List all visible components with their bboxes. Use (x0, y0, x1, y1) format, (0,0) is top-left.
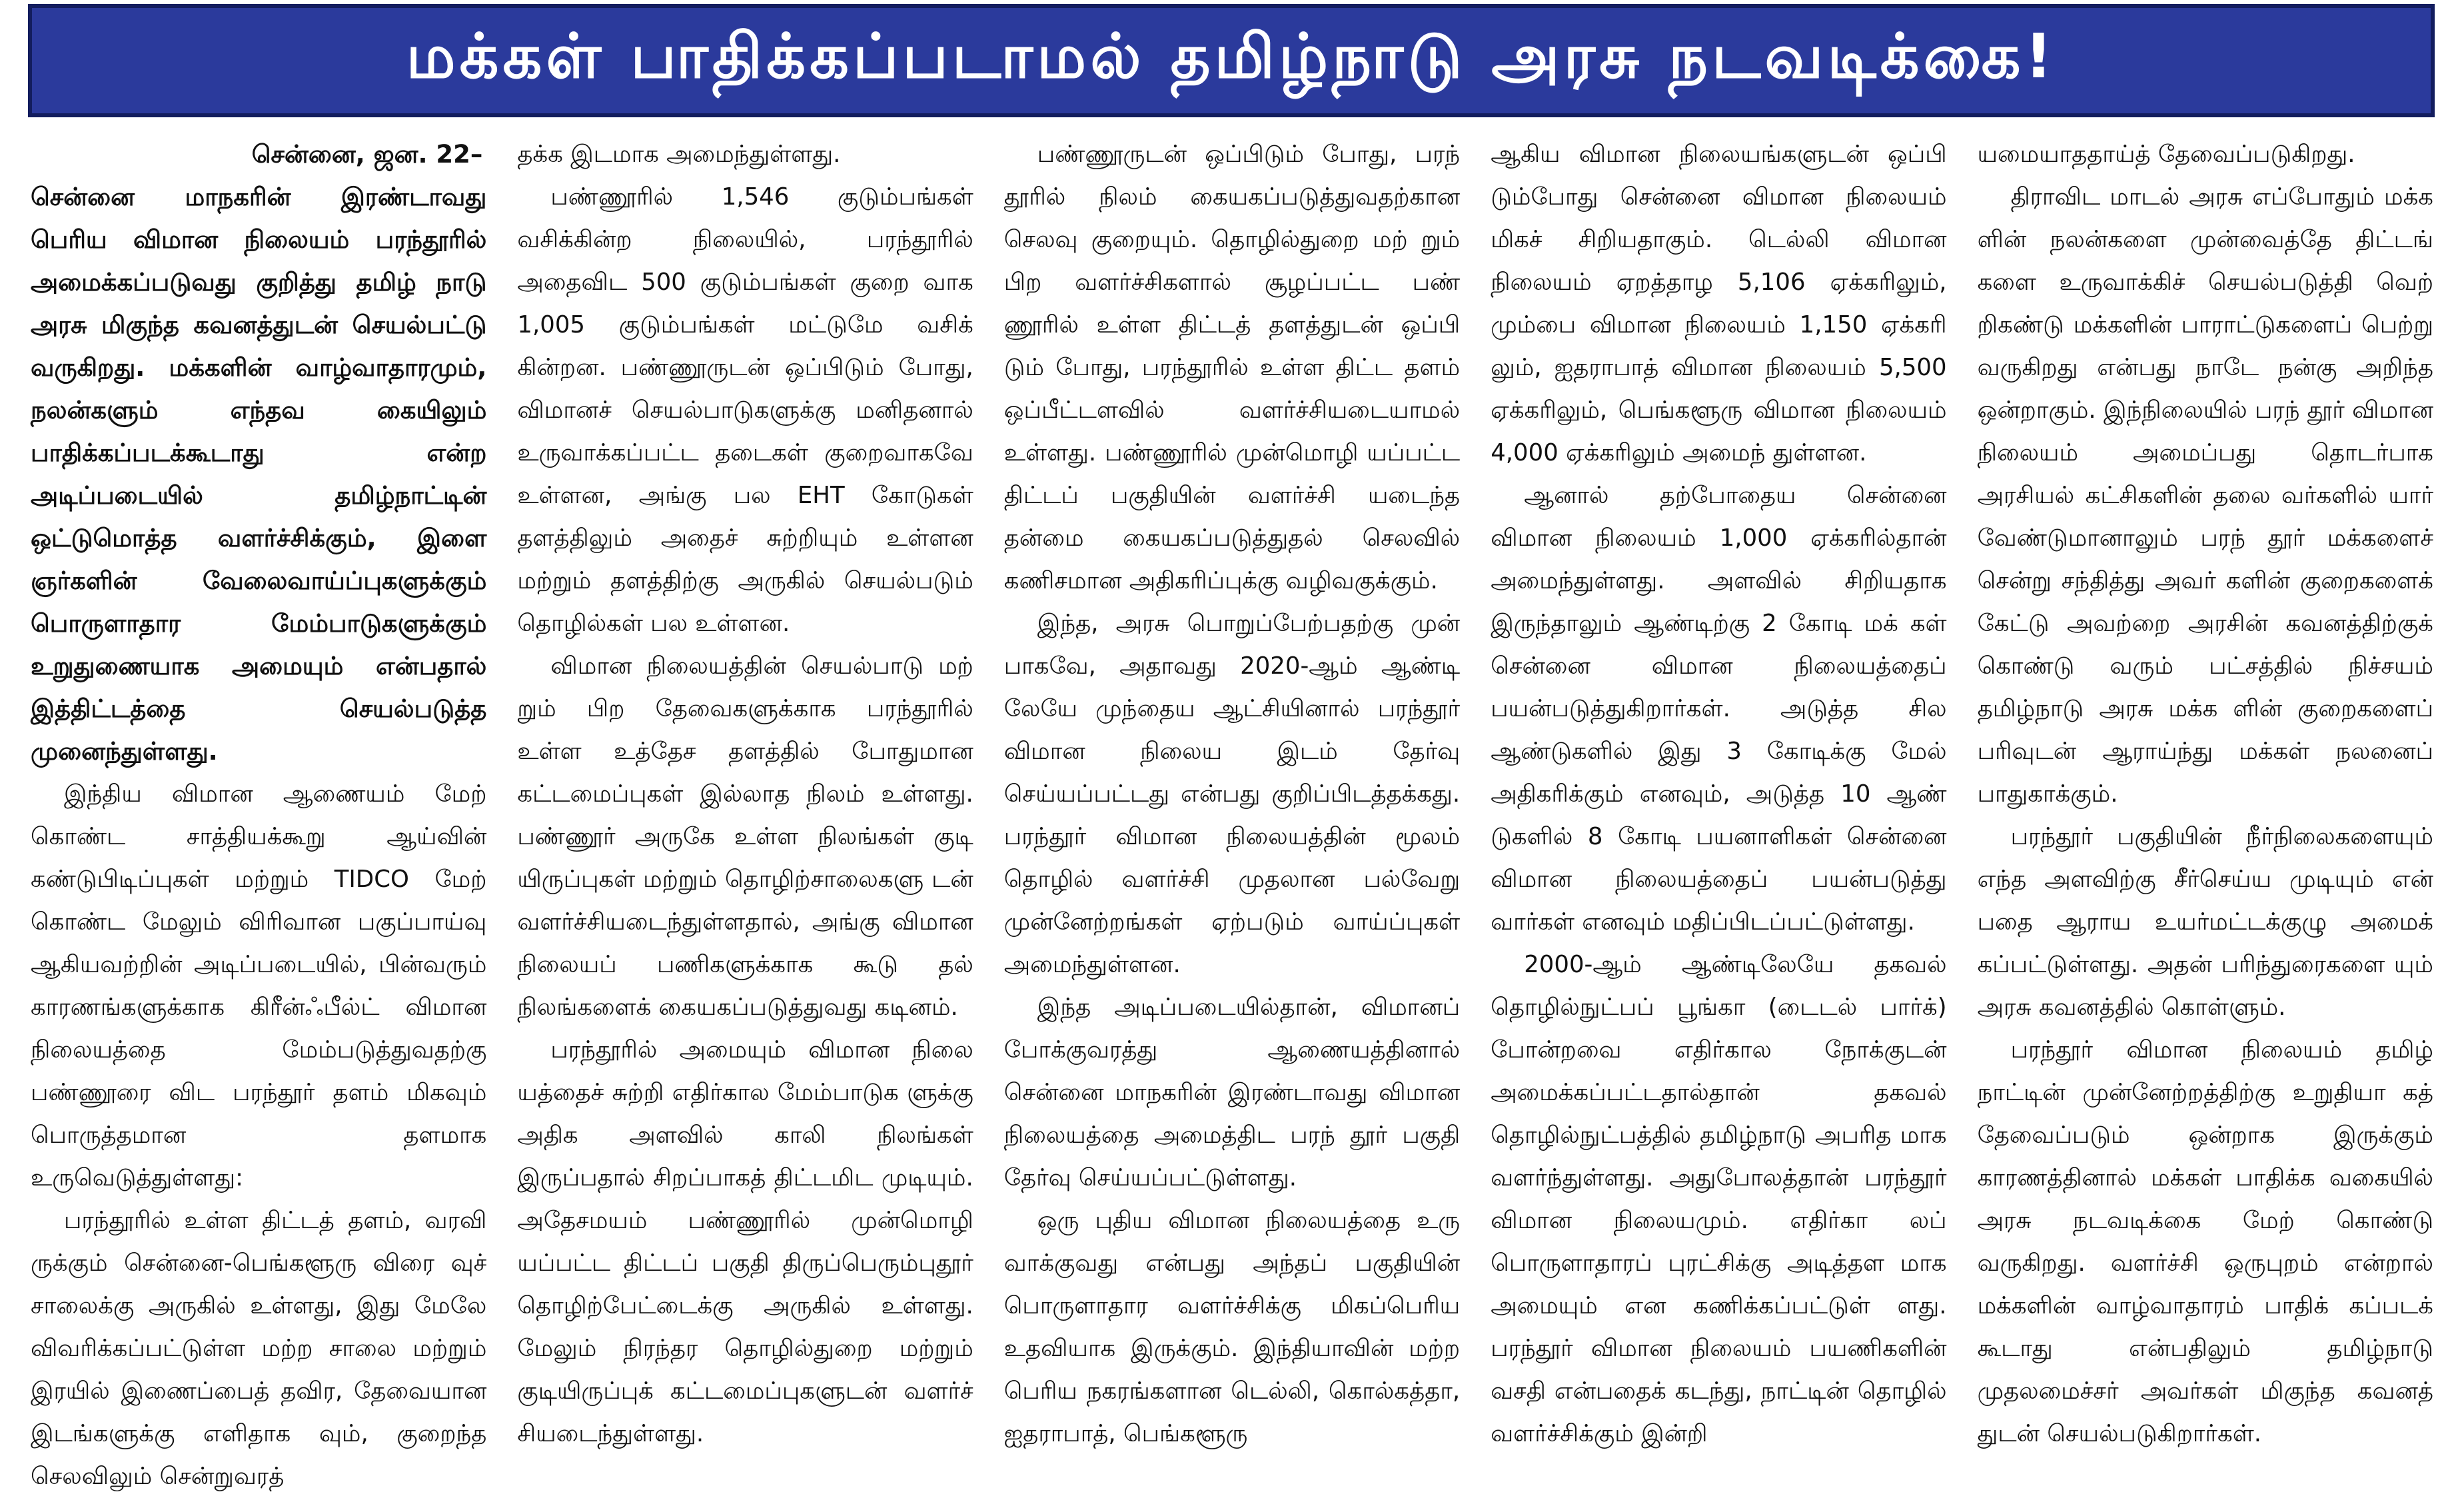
paragraph: ஒரு புதிய விமான நிலையத்தை உரு வாக்குவது என்பது அந்தப் பகுதியின் பொருளாதார வளர்ச்சிக்கு மிகப்பெரிய உதவியாக இருக்கும். இந்தியாவின் மற்ற பெரிய நகரங்களான டெல்லி, கொல்கத்தா, ஐதராபாத், பெங்களூரு (1003, 1207, 1461, 1447)
paragraph: இந்திய விமான ஆணையம் மேற் கொண்ட சாத்தியக்கூறு ஆய்வின் கண்டுபிடிப்புகள் மற்றும் TIDCO மேற் கொண்ட மேலும் விரிவான பகுப்பாய்வு ஆகியவற்றின் அடிப்படையில், பின்வரும் காரணங்களுக்காக கிரீன்ஃபீல்ட் விமான நிலையத்தை மேம்படுத்துவதற்கு பண்ணூரை விட பரந்தூர் தளம் மிகவும் பொருத்தமான தளமாக உருவெடுத்துள்ளது: (31, 780, 487, 1191)
column-5 (1978, 133, 2433, 1498)
column-4 (1491, 133, 1946, 1498)
paragraph: திராவிட மாடல் அரசு எப்போதும் மக்க ளின் நலன்களை முன்வைத்தே திட்டங் களை உருவாக்கிச் செயல்படுத்தி வெற் றிகண்டு மக்களின் பாராட்டுகளைப் பெற்று வருகிறது என்பது நாடே நன்கு அறிந்த ஒன்றாகும். இந்நிலையில் பரந் தூர் விமான நிலையம் அமைப்பது தொடர்பாக அரசியல் கட்சிகளின் தலை வர்களில் யார் வேண்டுமானாலும் பரந் தூர் மக்களைச் சென்று சந்தித்து அவர் களின் குறைகளைக் கேட்டு அவற்றை அரசின் கவனத்திற்குக் கொண்டு வரும் பட்சத்தில் நிச்சயம் தமிழ்நாடு அரசு மக்க ளின் குறைகளைப் பரிவுடன் ஆராய்ந்து மக்கள் நலனைப் பாதுகாக்கும். (1977, 183, 2433, 808)
column-1 (31, 133, 486, 1498)
column-3 (1004, 133, 1460, 1498)
paragraph: பரந்தூரில் அமையும் விமான நிலை யத்தைச் சுற்றி எதிர்கால மேம்பாடுக ளுக்கு அதிக அளவில் காலி நிலங்கள் இருப்பதால் சிறப்பாகத் திட்டமிட முடியும். அதேசமயம் பண்ணூரில் முன்மொழி யப்பட்ட திட்டப் பகுதி திருப்பெரும்புதூர் தொழிற்பேட்டைக்கு அருகில் உள்ளது. மேலும் நிரந்தர தொழில்துறை மற்றும் குடியிருப்புக் கட்டமைப்புகளுடன் வளர்ச் சியடைந்துள்ளது. (517, 1036, 973, 1447)
column-2 (517, 133, 973, 1498)
paragraph: தக்க இடமாக அமைந்துள்ளது. (517, 141, 841, 168)
paragraph: பரந்தூரில் உள்ள திட்டத் தளம், வரவி ருக்கும் சென்னை-பெங்களூரு விரை வுச் சாலைக்கு அருகில் உள்ளது, இது மேலே விவரிக்கப்பட்டுள்ள மற்ற சாலை மற்றும் இரயில் இணைப்பைத் தவிர, தேவையான இடங்களுக்கு எளிதாக வும், குறைந்த செலவிலும் சென்றுவரத் (31, 1207, 487, 1490)
paragraph: யமையாததாய்த் தேவைப்படுகிறது. (1977, 141, 2355, 168)
paragraph: ஆனால் தற்போதைய சென்னை விமான நிலையம் 1,000 ஏக்கரில்தான் அமைந்துள்ளது. அளவில் சிறியதாக இருந்தாலும் ஆண்டிற்கு 2 கோடி மக் கள் சென்னை விமான நிலையத்தைப் பயன்படுத்துகிறார்கள். அடுத்த சில ஆண்டுகளில் இது 3 கோடிக்கு மேல் அதிகரிக்கும் எனவும், அடுத்த 10 ஆண் டுகளில் 8 கோடி பயனாளிகள் சென்னை விமான நிலையத்தைப் பயன்படுத்து வார்கள் எனவும் மதிப்பிடப்பட்டுள்ளது. (1491, 482, 1947, 936)
paragraph: இந்த அடிப்படையில்தான், விமானப் போக்குவரத்து ஆணையத்தினால் சென்னை மாநகரின் இரண்டாவது விமான நிலையத்தை அமைத்திட பரந் தூர் பகுதி தேர்வு செய்யப்பட்டுள்ளது. (1003, 994, 1461, 1191)
paragraph: பரந்தூர் விமான நிலையம் தமிழ் நாட்டின் முன்னேற்றத்திற்கு உறுதியா கத் தேவைப்படும் ஒன்றாக இருக்கும் காரணத்தினால் மக்கள் பாதிக்க வகையில் அரசு நடவடிக்கை மேற் கொண்டு வருகிறது. வளர்ச்சி ஒருபுறம் என்றால் மக்களின் வாழ்வாதாரம் பாதிக் கப்படக் கூடாது என்பதிலும் தமிழ்நாடு முதலமைச்சர் அவர்கள் மிகுந்த கவனத் துடன் செயல்படுகிறார்கள். (1977, 1036, 2433, 1447)
paragraph: பண்ணூருடன் ஒப்பிடும் போது, பரந் தூரில் நிலம் கையகப்படுத்துவதற்கான செலவு குறையும். தொழில்துறை மற் றும் பிற வளர்ச்சிகளால் சூழப்பட்ட பண் ணூரில் உள்ள திட்டத் தளத்துடன் ஒப்பி டும் போது, பரந்தூரில் உள்ள திட்ட தளம் ஒப்பீட்டளவில் வளர்ச்சியடையாமல் உள்ளது. பண்ணூரில் முன்மொழி யப்பட்ட திட்டப் பகுதியின் வளர்ச்சி யடைந்த தன்மை கையகப்படுத்துதல் செலவில் கணிசமான அதிகரிப்புக்கு வழிவகுக்கும். (1003, 141, 1461, 594)
paragraph: பரந்தூர் பகுதியின் நீர்நிலைகளையும் எந்த அளவிற்கு சீர்செய்ய முடியும் என் பதை ஆராய உயர்மட்டக்குழு அமைக் கப்பட்டுள்ளது. அதன் பரிந்துரைகளை யும் அரசு கவனத்தில் கொள்ளும். (1977, 823, 2433, 1021)
headline-banner (28, 4, 2435, 117)
paragraph: ஆகிய விமான நிலையங்களுடன் ஒப்பி டும்போது சென்னை விமான நிலையம் மிகச் சிறியதாகும். டெல்லி விமான நிலையம் ஏறத்தாழ 5,106 ஏக்கரிலும், மும்பை விமான நிலையம் 1,150 ஏக்கரி லும், ஐதராபாத் விமான நிலையம் 5,500 ஏக்கரிலும், பெங்களூரு விமான நிலையம் 4,000 ஏக்கரிலும் அமைந் துள்ளன. (1491, 141, 1947, 466)
paragraph: 2000-ஆம் ஆண்டிலேயே தகவல் தொழில்நுட்பப் பூங்கா (டைடல் பார்க்) போன்றவை எதிர்கால நோக்குடன் அமைக்கப்பட்டதால்தான் தகவல் தொழில்நுட்பத்தில் தமிழ்நாடு அபரித மாக வளர்ந்துள்ளது. அதுபோலத்தான் பரந்தூர் விமான நிலையமும். எதிர்கா லப் பொருளாதாரப் புரட்சிக்கு அடித்தள மாக அமையும் என கணிக்கப்பட்டுள் ளது. பரந்தூர் விமான நிலையம் பயணிகளின் வசதி என்பதைக் கடந்து, நாட்டின் தொழில் வளர்ச்சிக்கும் இன்றி (1491, 951, 1947, 1447)
dateline: சென்னை, ஜன. 22– (251, 140, 483, 169)
paragraph: பண்ணூரில் 1,546 குடும்பங்கள் வசிக்கின்ற நிலையில், பரந்தூரில் அதைவிட 500 குடும்பங்கள் குறை வாக 1,005 குடும்பங்கள் மட்டுமே வசிக் கின்றன. பண்ணூருடன் ஒப்பிடும் போது, விமானச் செயல்பாடுகளுக்கு மனிதனால் உருவாக்கப்பட்ட தடைகள் குறைவாகவே உள்ளன, அங்கு பல EHT கோடுகள் தளத்திலும் அதைச் சுற்றியும் உள்ளன மற்றும் தளத்திற்கு அருகில் செயல்படும் தொழில்கள் பல உள்ளன. (517, 183, 973, 637)
paragraph: விமான நிலையத்தின் செயல்பாடு மற் றும் பிற தேவைகளுக்காக பரந்தூரில் உள்ள உத்தேச தளத்தில் போதுமான கட்டமைப்புகள் இல்லாத நிலம் உள்ளது. பண்ணூர் அருகே உள்ள நிலங்கள் குடி யிருப்புகள் மற்றும் தொழிற்சாலைகளு டன் வளர்ச்சியடைந்துள்ளதால், அங்கு விமான நிலையப் பணிகளுக்காக கூடு தல் நிலங்களைக் கையகப்படுத்துவது கடினம். (517, 652, 973, 1021)
article-columns (31, 133, 2433, 1490)
headline: மக்கள் பாதிக்கப்படாமல் தமிழ்நாடு அரசு நடவடிக்கை! (406, 21, 2057, 92)
paragraph: இந்த, அரசு பொறுப்பேற்பதற்கு முன் பாகவே, அதாவது 2020-ஆம் ஆண்டி லேயே முந்தைய ஆட்சியினால் பரந்தூர் விமான நிலைய இடம் தேர்வு செய்யப்பட்டது என்பது குறிப்பிடத்தக்கது. பரந்தூர் விமான நிலையத்தின் மூலம் தொழில் வளர்ச்சி முதலான பல்வேறு முன்னேற்றங்கள் ஏற்படும் வாய்ப்புகள் அமைந்துள்ளன. (1003, 610, 1461, 978)
lead-paragraph: சென்னை மாநகரின் இரண்டாவது பெரிய விமான நிலையம் பரந்தூரில் அமைக்கப்படுவது குறித்து தமிழ் நாடு அரசு மிகுந்த கவனத்துடன் செயல்பட்டு வருகிறது. மக்களின் வாழ்வாதாரமும், நலன்களும் எந்தவ கையிலும் பாதிக்கப்படக்கூடாது என்ற அடிப்படையில் தமிழ்நாட்டின் ஒட்டுமொத்த வளர்ச்சிக்கும், இளை ஞர்களின் வேலைவாய்ப்புகளுக்கும் பொருளாதார மேம்பாடுகளுக்கும் உறுதுணையாக அமையும் என்பதால் இத்திட்டத்தை செயல்படுத்த முனைந்துள்ளது. (31, 183, 487, 766)
